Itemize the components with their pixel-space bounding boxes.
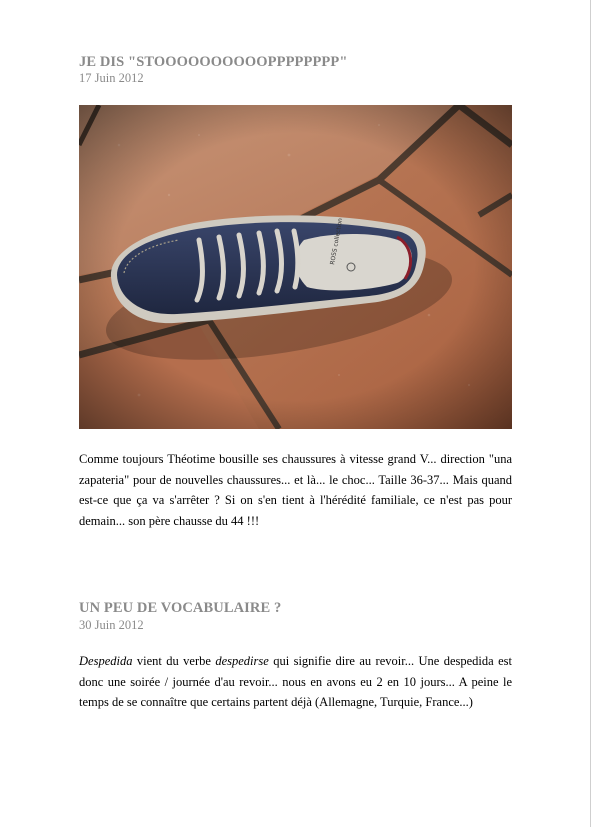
post-body: Comme toujours Théotime bousille ses chaussures à vitesse grand V... direction "una zapateria" pour de nouvelles chaussures... et là... le choc... Taille 36-37... Mais quand est-ce que ça va s'arrêter ? Si on s'en tient à l'hérédité familiale, ce n'est pas pour demain... son père chausse du 44 !!! (79, 452, 512, 528)
emphasis-word: despedirse (215, 654, 269, 668)
body-text: qui signifie dire au revoir... Une despedida est donc une soirée / journée d'au revoir... nous en avons eu 2 en 10 jours... A peine le temps de se connaître que certains partent déjà (Allemagne, Turquie, France...) (79, 654, 512, 709)
post-date: 17 Juin 2012 (79, 71, 144, 85)
post-title: UN PEU DE VOCABULAIRE ? (79, 600, 282, 616)
post-date: 30 Juin 2012 (79, 618, 144, 632)
emphasis-word: Despedida (79, 654, 133, 668)
post-body (79, 651, 512, 713)
body-text: vient du verbe (132, 654, 216, 668)
post-title: JE DIS "STOOOOOOOOOOPPPPPPPP" (79, 54, 348, 70)
shoe-photo (79, 105, 512, 429)
